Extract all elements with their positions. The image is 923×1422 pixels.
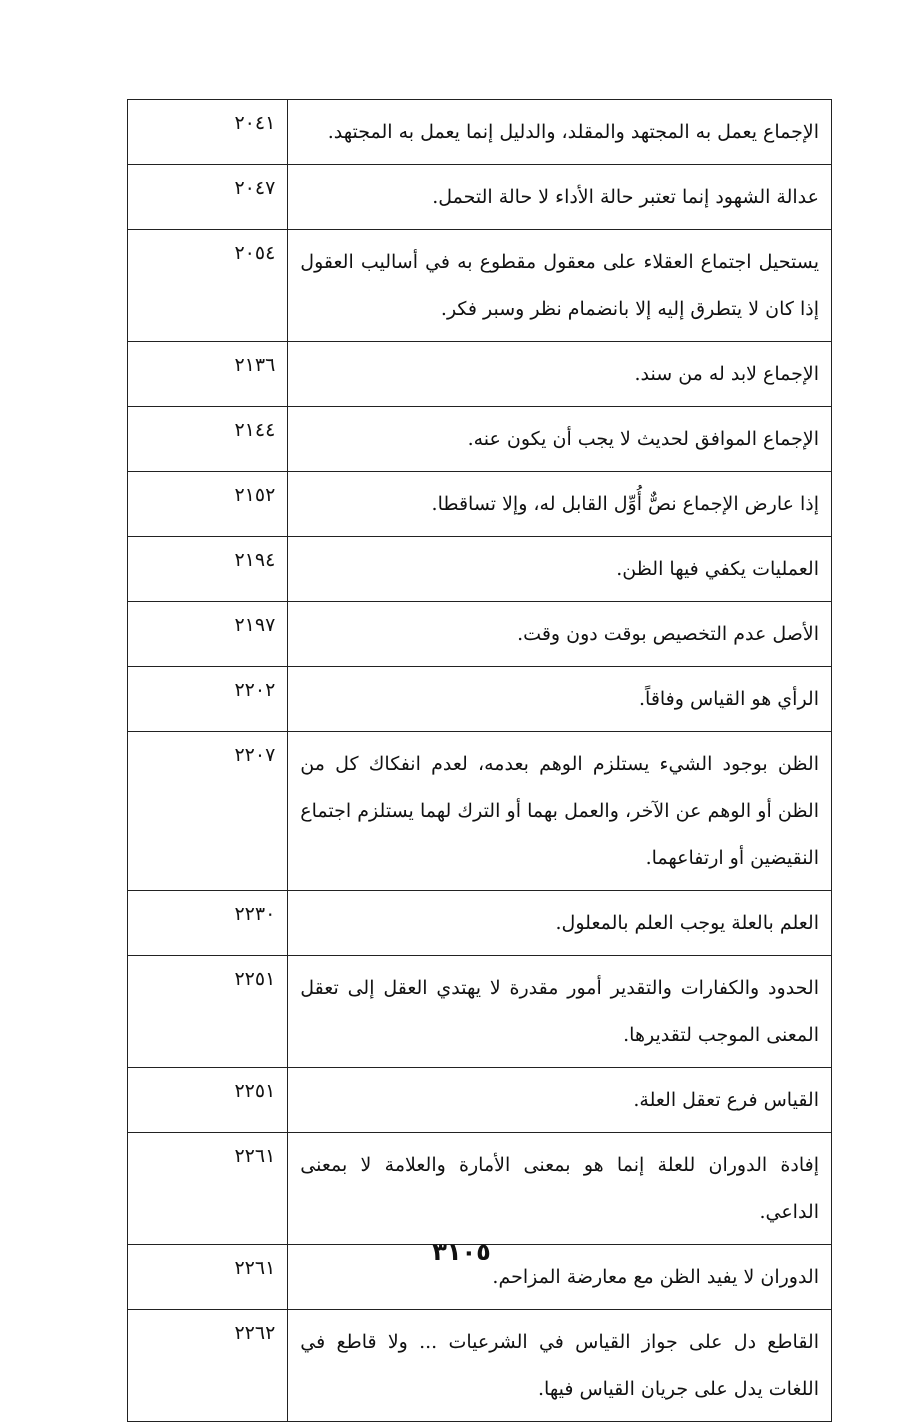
- page-reference: ٢٠٥٤: [128, 230, 288, 342]
- table-row: [128, 732, 832, 891]
- page-reference: ٢٠٤٧: [128, 165, 288, 230]
- page-reference: ٢١٩٧: [128, 602, 288, 667]
- page-reference: ٢٢٣٠: [128, 891, 288, 956]
- table-row: [128, 230, 832, 342]
- rule-text: الإجماع الموافق لحديث لا يجب أن يكون عنه.: [288, 407, 832, 472]
- rule-text: يستحيل اجتماع العقلاء على معقول مقطوع به في أساليب العقول إذا كان لا يتطرق إليه إلا بانضمام نظر وسبر فكر.: [288, 230, 832, 342]
- page-reference: ٢٢٥١: [128, 956, 288, 1068]
- table-row: [128, 891, 832, 956]
- page-number: ٣١٠٥: [432, 1238, 491, 1266]
- table-row: [128, 100, 832, 165]
- table-row: [128, 1068, 832, 1133]
- table-row: [128, 602, 832, 667]
- rule-text: الدوران لا يفيد الظن مع معارضة المزاحم.: [288, 1245, 832, 1310]
- rule-text: الأصل عدم التخصيص بوقت دون وقت.: [288, 602, 832, 667]
- page-reference: ٢٢٠٧: [128, 732, 288, 891]
- table-row: [128, 956, 832, 1068]
- rule-text: الإجماع يعمل به المجتهد والمقلد، والدليل إنما يعمل به المجتهد.: [288, 100, 832, 165]
- page-reference: ٢١٣٦: [128, 342, 288, 407]
- page-reference: ٢١٥٢: [128, 472, 288, 537]
- table-body: [128, 100, 832, 1422]
- table-row: [128, 1133, 832, 1245]
- page-reference: ٢٢٦٢: [128, 1310, 288, 1422]
- page-reference: ٢٠٤١: [128, 100, 288, 165]
- rule-text: القاطع دل على جواز القياس في الشرعيات ... ولا قاطع في اللغات يدل على جريان القياس فيها.: [288, 1310, 832, 1422]
- rules-index-table: [127, 99, 832, 1422]
- table-row: [128, 537, 832, 602]
- page-reference: ٢٢٠٢: [128, 667, 288, 732]
- table-row: [128, 342, 832, 407]
- rule-text: العلم بالعلة يوجب العلم بالمعلول.: [288, 891, 832, 956]
- page-reference: ٢١٩٤: [128, 537, 288, 602]
- rule-text: الظن بوجود الشيء يستلزم الوهم بعدمه، لعدم انفكاك كل من الظن أو الوهم عن الآخر، والعمل بهما أو الترك لهما يستلزم اجتماع النقيضين أو ارتفاعهما.: [288, 732, 832, 891]
- page-reference: ٢٢٥١: [128, 1068, 288, 1133]
- rule-text: إذا عارض الإجماع نصٌّ أُوِّل القابل له، وإلا تساقطا.: [288, 472, 832, 537]
- table-row: [128, 472, 832, 537]
- rule-text: إفادة الدوران للعلة إنما هو بمعنى الأمارة والعلامة لا بمعنى الداعي.: [288, 1133, 832, 1245]
- page-reference: ٢٢٦١: [128, 1133, 288, 1245]
- rule-text: عدالة الشهود إنما تعتبر حالة الأداء لا حالة التحمل.: [288, 165, 832, 230]
- rule-text: القياس فرع تعقل العلة.: [288, 1068, 832, 1133]
- rule-text: الإجماع لابد له من سند.: [288, 342, 832, 407]
- page-reference: ٢١٤٤: [128, 407, 288, 472]
- table-row: [128, 407, 832, 472]
- page-reference: ٢٢٦١: [128, 1245, 288, 1310]
- table-row: [128, 165, 832, 230]
- rule-text: العمليات يكفي فيها الظن.: [288, 537, 832, 602]
- table-row: [128, 1310, 832, 1422]
- rule-text: الرأي هو القياس وفاقاً.: [288, 667, 832, 732]
- rule-text: الحدود والكفارات والتقدير أمور مقدرة لا يهتدي العقل إلى تعقل المعنى الموجب لتقديرها.: [288, 956, 832, 1068]
- table-row: [128, 667, 832, 732]
